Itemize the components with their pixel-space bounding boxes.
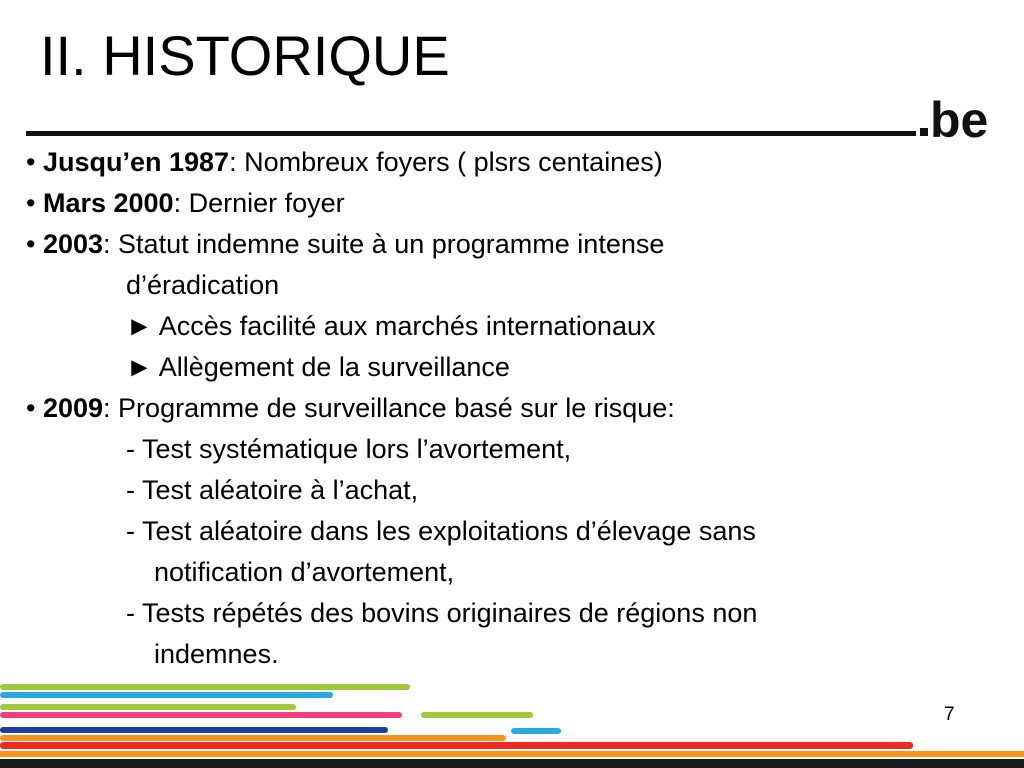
bullet: • [26, 188, 36, 218]
sub-item: ► Accès facilité aux marchés internationaux [126, 311, 656, 341]
stripe-orange [0, 735, 506, 741]
sub-item: - Test systématique lors l’avortement, [126, 434, 572, 464]
slide-title: II. HISTORIQUE [40, 24, 450, 87]
stripe-dark [0, 759, 1024, 768]
list-item-2000 [26, 183, 986, 224]
bullet: • [26, 393, 36, 423]
list-item-1987 [26, 142, 986, 183]
sub-item: ► Allègement de la surveillance [126, 352, 510, 382]
page-number: 7 [944, 704, 955, 725]
stripe-pink [0, 712, 402, 718]
list-item-2009 [26, 388, 986, 429]
stripe-blue [0, 692, 333, 698]
item-text: : Dernier foyer [173, 188, 345, 218]
bullet: • [26, 147, 36, 177]
stripe-green [0, 704, 296, 710]
be-logo [918, 84, 1008, 144]
item-key: 2003 [42, 229, 104, 259]
bullet: • [26, 229, 36, 259]
item-key: Mars 2000 [42, 188, 174, 218]
stripe-navy [0, 727, 388, 733]
slide-content [26, 142, 986, 675]
item-continuation: d’éradication [126, 270, 280, 300]
stripe-green [0, 684, 410, 690]
sub-item-continuation: indemnes. [154, 639, 279, 669]
sub-item-continuation: notification d’avortement, [154, 557, 455, 587]
item-key: 2009 [42, 393, 104, 423]
list-item-2003 [26, 224, 986, 265]
item-text: : Nombreux foyers ( plsrs centaines) [229, 147, 663, 177]
item-text: : Statut indemne suite à un programme intense [103, 229, 665, 259]
logo-dot [920, 128, 928, 136]
sub-item: - Tests répétés des bovins originaires de régions non [126, 598, 758, 628]
item-text: : Programme de surveillance basé sur le risque: [103, 393, 675, 423]
item-key: Jusqu’en 1987 [42, 147, 230, 177]
stripe-orange [0, 751, 1024, 757]
stripe-green [421, 712, 533, 718]
stripe-red [0, 742, 913, 749]
logo-text: be [930, 92, 989, 144]
sub-item: - Test aléatoire dans les exploitations d’élevage sans [126, 516, 756, 546]
sub-item: - Test aléatoire à l’achat, [126, 475, 419, 505]
stripe-blue [511, 728, 561, 734]
title-divider [26, 131, 916, 136]
